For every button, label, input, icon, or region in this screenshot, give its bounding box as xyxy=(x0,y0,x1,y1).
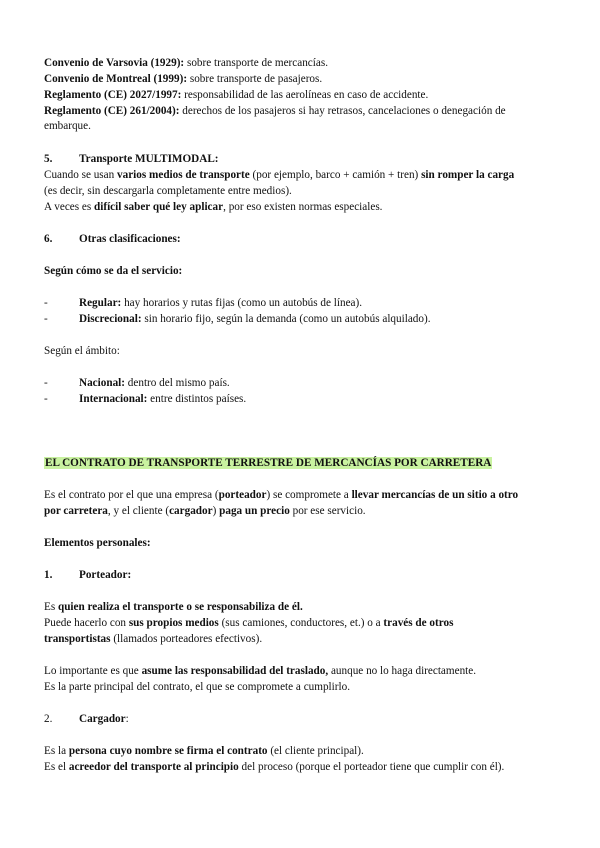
convention-varsovia: Convenio de Varsovia (1929): sobre transporte de mercancías. xyxy=(44,57,328,69)
service-item-regular: - Regular: hay horarios y rutas fijas (como un autobús de línea). xyxy=(44,297,363,309)
scope-item-internacional: - Internacional: entre distintos países. xyxy=(44,393,247,405)
porteador-line-2: Puede hacerlo con sus propios medios (sus camiones, conductores, et.) o a través de otros xyxy=(44,617,454,629)
contract-title: EL CONTRATO DE TRANSPORTE TERRESTRE DE MERCANCÍAS POR CARRETERA xyxy=(45,457,492,469)
regulation-261-cont: embarque. xyxy=(44,120,91,132)
scope-heading: Según el ámbito: xyxy=(44,345,120,357)
regulation-261: Reglamento (CE) 261/2004): derechos de los pasajeros si hay retrasos, cancelaciones o denegación de xyxy=(44,105,506,117)
porteador-line-4: Lo importante es que asume las responsabilidad del traslado, aunque no lo haga directamente. xyxy=(44,665,477,677)
cargador-heading: 2. Cargador: xyxy=(44,713,129,725)
cargador-line-1: Es la persona cuyo nombre se firma el contrato (el cliente principal). xyxy=(44,745,364,757)
section-5-heading: 5. Transporte MULTIMODAL: xyxy=(44,153,219,165)
contract-definition-line-1: Es el contrato por el que una empresa (porteador) se compromete a llevar mercancías de un sitio a otro xyxy=(44,489,519,501)
section-6-heading: 6. Otras clasificaciones: xyxy=(44,233,181,245)
cargador-line-2: Es el acreedor del transporte al principio del proceso (porque el porteador tiene que cumplir con él). xyxy=(44,761,505,773)
section-5-line-1: Cuando se usan varios medios de transporte (por ejemplo, barco + camión + tren) sin romper la carga xyxy=(44,169,515,181)
regulation-2027: Reglamento (CE) 2027/1997: responsabilidad de las aerolíneas en caso de accidente. xyxy=(44,89,429,101)
porteador-heading: 1. Porteador: xyxy=(44,569,132,581)
contract-definition-line-2: por carretera, y el cliente (cargador) paga un precio por ese servicio. xyxy=(44,505,366,517)
service-item-discrecional: - Discrecional: sin horario fijo, según la demanda (como un autobús alquilado). xyxy=(44,313,431,325)
section-5-line-2: (es decir, sin descargarla completamente entre medios). xyxy=(44,185,292,197)
service-heading: Según cómo se da el servicio: xyxy=(44,265,183,277)
convention-montreal: Convenio de Montreal (1999): sobre transporte de pasajeros. xyxy=(44,73,323,85)
elements-heading: Elementos personales: xyxy=(44,537,151,549)
section-5-line-3: A veces es difícil saber qué ley aplicar, por eso existen normas especiales. xyxy=(44,201,383,213)
scope-item-nacional: - Nacional: dentro del mismo país. xyxy=(44,377,230,389)
porteador-line-3: transportistas (llamados porteadores efectivos). xyxy=(44,633,263,645)
porteador-line-1: Es quien realiza el transporte o se responsabiliza de él. xyxy=(44,601,303,613)
porteador-line-5: Es la parte principal del contrato, el que se compromete a cumplirlo. xyxy=(44,681,350,693)
